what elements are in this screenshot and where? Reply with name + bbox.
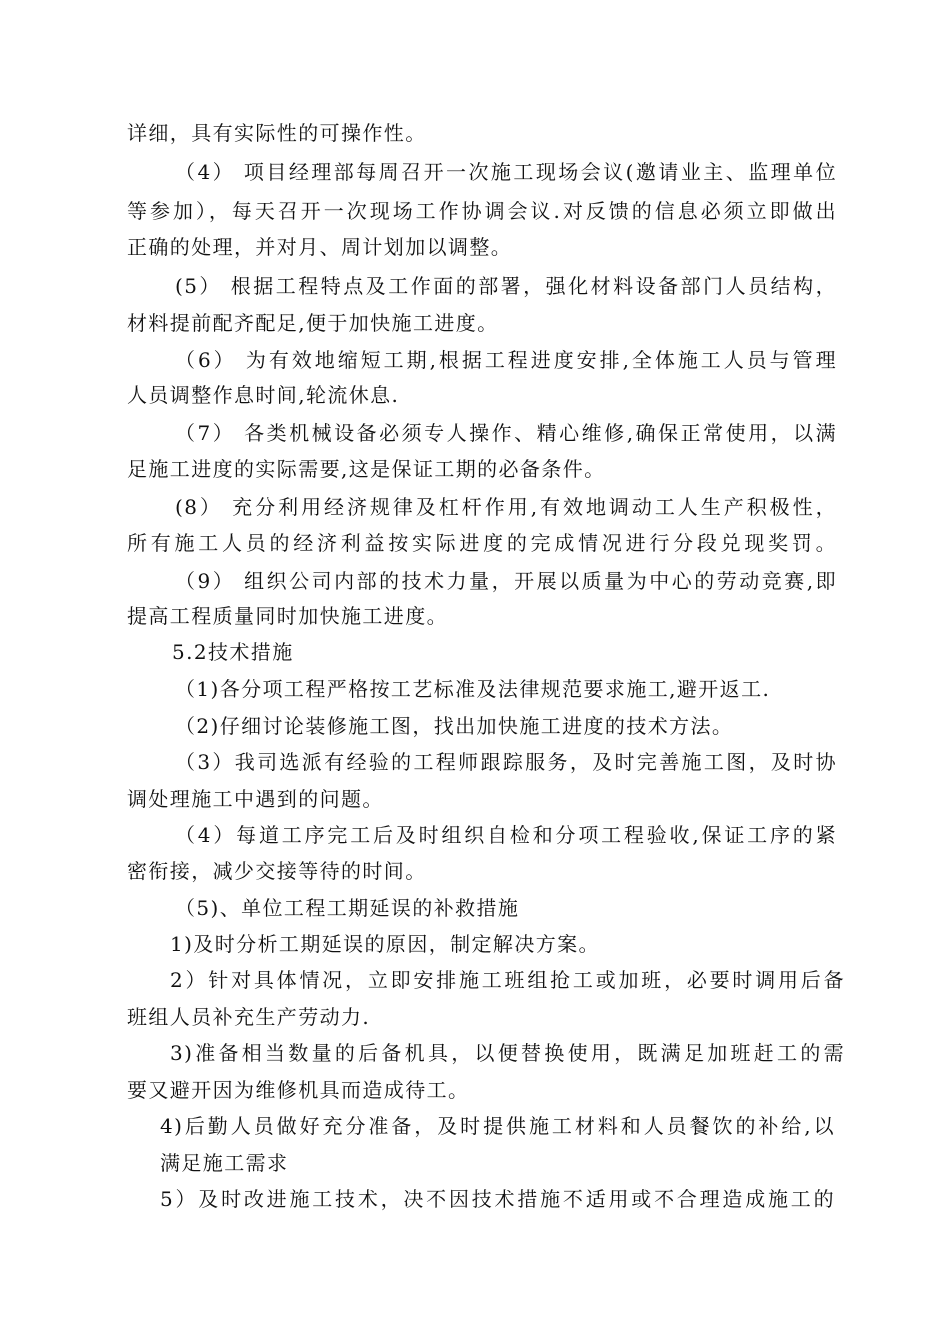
text-line: 提高工程质量同时加快施工进度。 xyxy=(127,604,448,628)
text-line: 满足施工需求 xyxy=(160,1151,289,1175)
text-line: （6） 为有效地缩短工期,根据工程进度安排,全体施工人员与管理 xyxy=(175,348,837,372)
text-line: (5） 根据工程特点及工作面的部署，强化材料设备部门人员结构， xyxy=(175,274,837,298)
text-line: 等参加），每天召开一次现场工作协调会议.对反馈的信息必须立即做出 xyxy=(127,199,837,223)
text-line: 足施工进度的实际需要,这是保证工期的必备条件。 xyxy=(127,457,606,481)
text-line: 材料提前配齐配足,便于加快施工进度。 xyxy=(127,311,499,335)
text-line: 详细，具有实际性的可操作性。 xyxy=(127,121,427,145)
text-line: 1)及时分析工期延误的原因，制定解决方案。 xyxy=(170,932,600,956)
text-line: （7） 各类机械设备必须专人操作、精心维修,确保正常使用，以满 xyxy=(175,421,837,445)
text-line: 正确的处理，并对月、周计划加以调整。 xyxy=(127,235,513,259)
text-line: （4）每道工序完工后及时组织自检和分项工程验收,保证工序的紧 xyxy=(175,823,837,847)
text-line: 2）针对具体情况，立即安排施工班组抢工或加班，必要时调用后备 xyxy=(170,968,845,992)
text-line: 所有施工人员的经济利益按实际进度的完成情况进行分段兑现奖罚。 xyxy=(127,531,837,555)
text-line: 3)准备相当数量的后备机具，以便替换使用，既满足加班赶工的需 xyxy=(170,1041,845,1065)
text-line: 4)后勤人员做好充分准备，及时提供施工材料和人员餐饮的补给,以 xyxy=(160,1114,835,1138)
text-line: 人员调整作息时间,轮流休息. xyxy=(127,383,400,407)
text-line: 要又避开因为维修机具而造成待工。 xyxy=(127,1078,470,1102)
text-line: 5）及时改进施工技术，决不因技术措施不适用或不合理造成施工的 xyxy=(160,1187,835,1211)
text-line: (8） 充分利用经济规律及杠杆作用,有效地调动工人生产积极性， xyxy=(175,495,837,519)
section-heading: 5.2技术措施 xyxy=(172,640,294,664)
text-line: （1)各分项工程严格按工艺标准及法律规范要求施工,避开返工. xyxy=(175,677,771,701)
text-line: （3）我司选派有经验的工程师跟踪服务，及时完善施工图，及时协 xyxy=(175,750,837,774)
text-line: （5)、单位工程工期延误的补救措施 xyxy=(175,896,520,920)
text-line: 班组人员补充生产劳动力. xyxy=(127,1005,371,1029)
text-line: 密衔接，减少交接等待的时间。 xyxy=(127,859,427,883)
text-line: （9） 组织公司内部的技术力量，开展以质量为中心的劳动竞赛,即 xyxy=(175,569,837,593)
text-line: （2)仔细讨论装修施工图，找出加快施工进度的技术方法。 xyxy=(175,714,734,738)
text-line: （4） 项目经理部每周召开一次施工现场会议(邀请业主、监理单位 xyxy=(175,160,837,184)
text-line: 调处理施工中遇到的问题。 xyxy=(127,787,384,811)
